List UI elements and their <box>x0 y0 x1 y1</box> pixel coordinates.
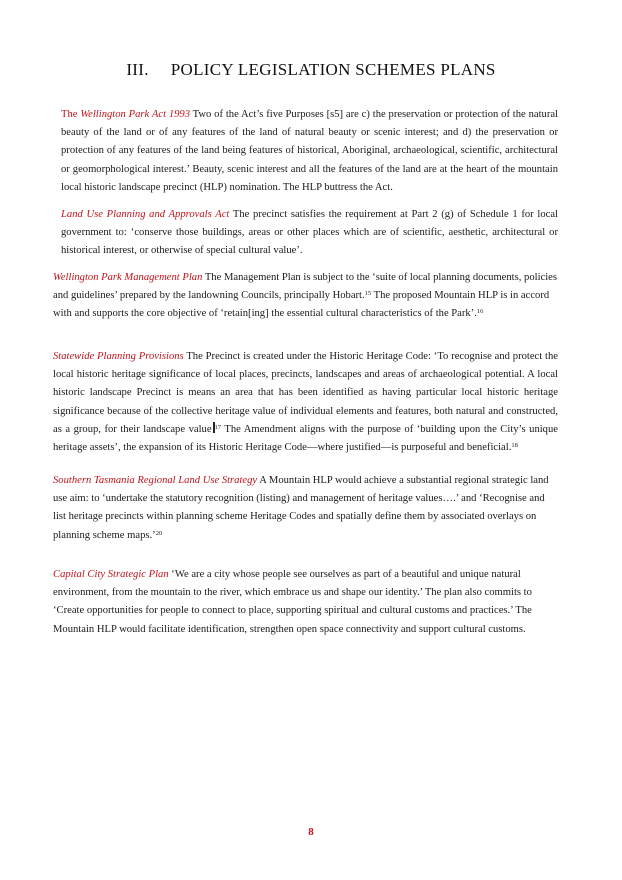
paragraph-capital-city-plan <box>53 566 558 639</box>
footnote-ref-17[interactable]: 17 <box>214 423 222 431</box>
footnote-ref-20[interactable]: 20 <box>155 529 163 537</box>
statewide-planning-title: Statewide Planning Provisions <box>53 351 184 362</box>
land-use-act-body: The precinct satisfies the requirement at Part 2 (g) of Schedule 1 for local government to: ‘conserve those buildings, areas or other places which are of scientific, aesthetic, architectural or historical interest, or otherwise of special cultural value’. <box>61 209 558 257</box>
management-plan-body-a: The Management Plan is subject to the ‘suite of local planning documents, policies and guidelines’ prepared by the landowning Councils, principally Hobart. <box>53 272 557 302</box>
management-plan-title: Wellington Park Management Plan <box>53 272 203 283</box>
act-lead-prefix: The <box>61 109 81 120</box>
act-title: Wellington Park Act 1993 <box>80 109 191 120</box>
section-title: POLICY LEGISLATION SCHEMES PLANS <box>170 60 496 79</box>
management-plan-body-b: The proposed Mountain HLP is in accord with and supports the core objective of ‘retain[ing] the essential cultural characteristics of the Park’. <box>53 290 550 320</box>
regional-strategy-body: A Mountain HLP would achieve a substantial regional strategic land use aim: to ‘undertake the statutory recognition (listing) and management of heritage values….’ and ‘Recognise and list heritage precincts within planning scheme Heritage Codes and spatially define them by associated overlays on planning scheme maps.’ <box>53 475 549 541</box>
regional-strategy-title: Southern Tasmania Regional Land Use Strategy <box>53 475 258 486</box>
act-body: Two of the Act’s five Purposes [s5] are c) the preservation or protection of the natural beauty of the land or of any features of the land of natural beauty or scenic interest; and d) the preservation or protection of any features of the land being features of historical, Aboriginal, archaeological, scientific, architectural or geomorphological interest.’ Beauty, scenic interest and all the features of the land are at the heart of the mountain local historic landscape precinct (HLP) nomination. The HLP buttress the Act. <box>61 109 558 193</box>
paragraph-regional-strategy <box>53 472 558 545</box>
paragraph-wellington-park-act <box>61 106 558 197</box>
footnote-ref-18[interactable]: 18 <box>511 442 518 450</box>
page-number: 8 <box>308 826 314 838</box>
capital-city-plan-body: ‘We are a city whose people see ourselves as part of a beautiful and unique natural environment, from the mountain to the river, which embrace us and shape our identity.’ The plan also commits to ‘Create opportunities for people to connect to place, supporting spiritual and cultural customs and practices.’ The Mountain HLP would facilitate identification, strengthen open space connectivity and support cultural customs. <box>53 569 532 635</box>
section-heading <box>0 60 622 80</box>
paragraph-management-plan <box>53 269 557 324</box>
paragraph-statewide-planning <box>53 348 558 457</box>
paragraph-land-use-planning-act <box>61 206 558 261</box>
footnote-ref-16[interactable]: 16 <box>476 308 484 316</box>
statewide-planning-body-a: The Precinct is created under the Historic Heritage Code: ‘To recognise and protect the local historic heritage significance of local places, precincts, landscapes and areas of archaeological potential. A local historic landscape Precinct is means an area that has been identified as having particular local historic heritage significance because of the collective heritage value of individual elements and features, both natural and constructed, as a group, for their landscape value <box>53 351 558 435</box>
land-use-act-title: Land Use Planning and Approvals Act <box>61 209 230 220</box>
statewide-planning-body-b: The Amendment aligns with the purpose of ‘building upon the City’s unique heritage assets’, the expansion of its Historic Heritage Code—where justified—is purposeful and beneficial. <box>53 423 558 454</box>
section-number: III. <box>126 60 149 79</box>
capital-city-plan-title: Capital City Strategic Plan <box>53 569 169 580</box>
footnote-ref-15[interactable]: 15 <box>364 290 372 298</box>
